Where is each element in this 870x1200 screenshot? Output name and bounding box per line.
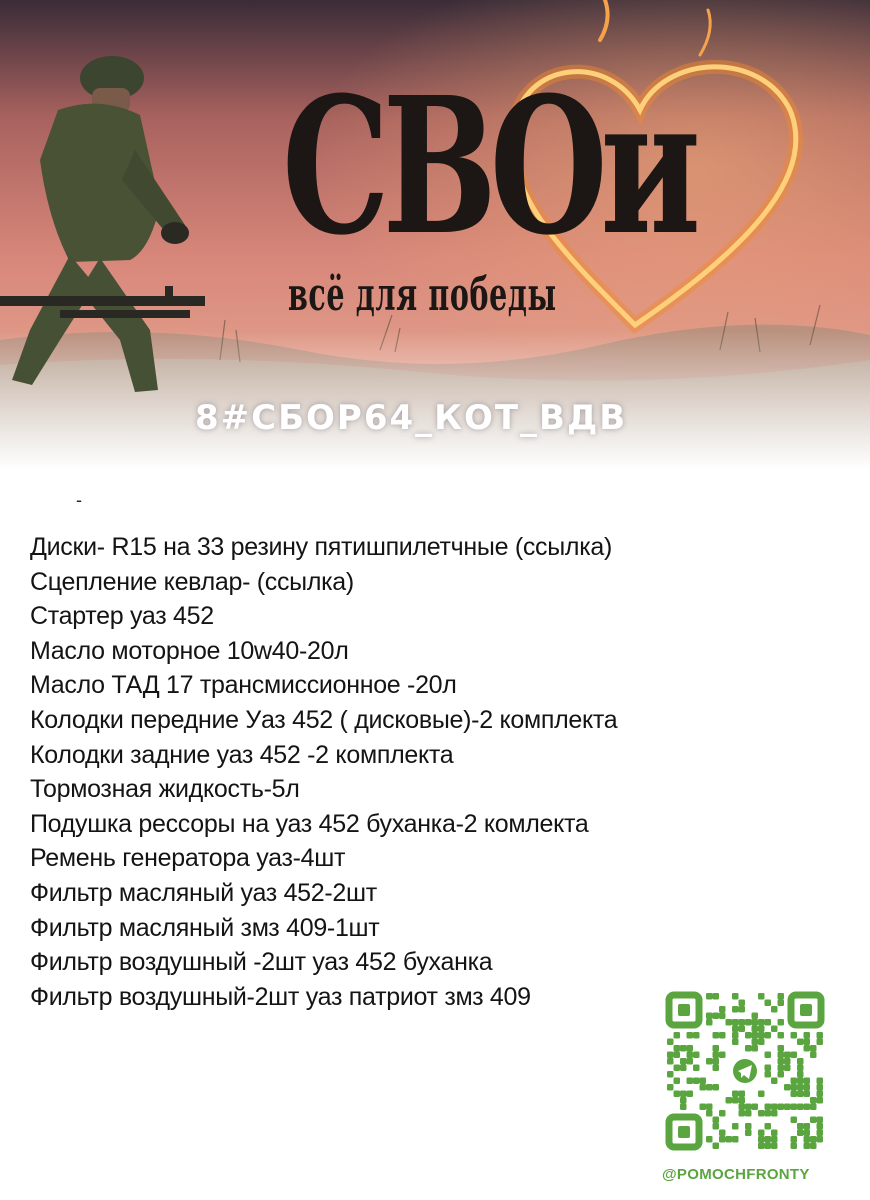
list-item: Подушка рессоры на уаз 452 буханка-2 комлекта: [30, 809, 589, 838]
list-item: Колодки передние Уаз 452 ( дисковые)-2 комплекта: [30, 705, 618, 734]
list-item: Фильтр воздушный-2шт уаз патриот змз 409: [30, 982, 531, 1011]
list-item: Сцепление кевлар- (ссылка): [30, 567, 354, 596]
list-item: Ремень генератора уаз-4шт: [30, 844, 346, 873]
list-item: Масло ТАД 17 трансмиссионное -20л: [30, 671, 457, 700]
list-item: Фильтр масляный уаз 452-2шт: [30, 878, 377, 907]
telegram-icon: [730, 1056, 760, 1086]
qr-code[interactable]: [664, 990, 826, 1152]
list-item: Фильтр воздушный -2шт уаз 452 буханка: [30, 948, 493, 977]
qr-caption: @POMOCHFRONTY: [662, 1166, 810, 1183]
banner-title: СВОи: [282, 56, 694, 277]
fundraiser-hashtag: 8#СБОР64_КОТ_ВДВ: [195, 398, 628, 438]
separator-dash: -: [76, 490, 82, 510]
list-item: Масло моторное 10w40-20л: [30, 636, 349, 665]
banner-subtitle: всё для победы: [288, 267, 557, 321]
list-item: Фильтр масляный змз 409-1шт: [30, 913, 380, 942]
list-item: Стартер уаз 452: [30, 602, 214, 631]
list-item: Тормозная жидкость-5л: [30, 775, 300, 804]
list-item: Диски- R15 на 33 резину пятишпилетчные (ссылка): [30, 533, 613, 561]
items-list: [30, 530, 710, 1014]
list-item: Колодки задние уаз 452 -2 комплекта: [30, 740, 454, 769]
banner: [0, 0, 870, 470]
